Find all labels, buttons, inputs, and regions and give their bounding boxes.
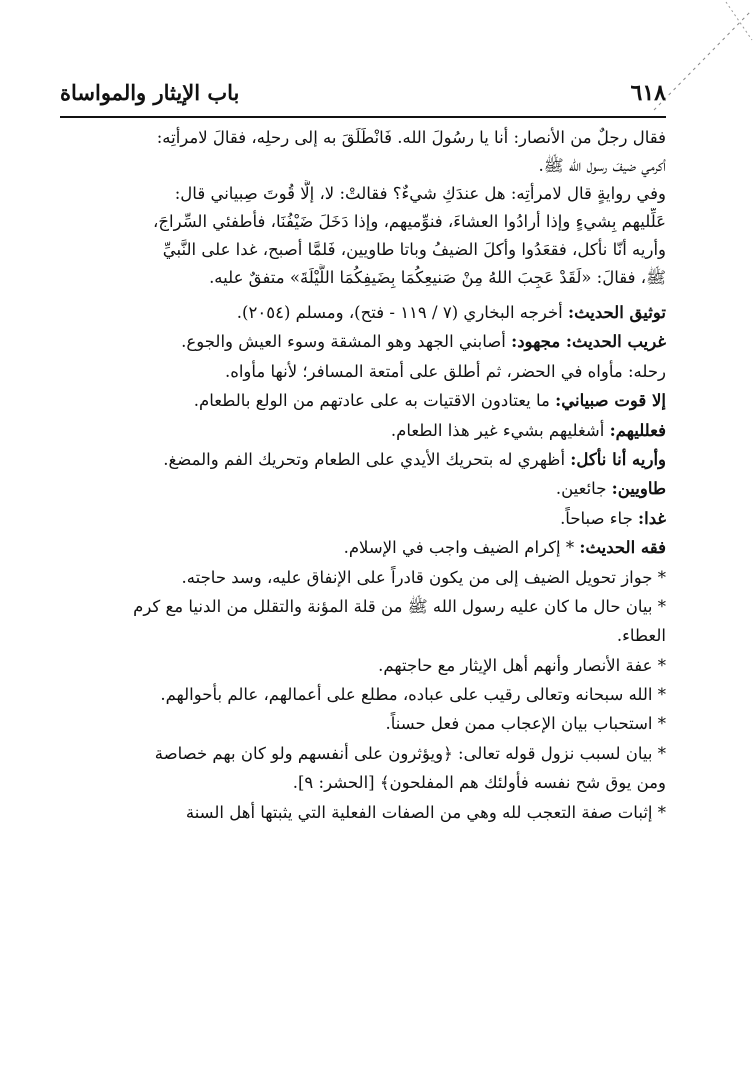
fiqh-point: * استحباب بيان الإعجاب ممن فعل حسناً. [385,714,666,734]
note-line [55,474,666,503]
note-text: جائعين. [555,479,612,499]
note-line [55,357,666,386]
note-line [55,416,666,445]
hadith-line: فقال رجلٌ من الأنصار: أنا يا رسُولَ الله. فَانْطَلَقَ به إلى رحلِه، فقالَ لامرأتِه: [156,128,666,147]
page-number: ٦١٨ [630,80,666,106]
hadith-notes [55,298,666,563]
note-text: أخرجه البخاري (٧ / ١١٩ - فتح)، ومسلم (٢٠٥٤). [236,303,568,322]
hadith-line: أكرمي ضيفَ رسول الله ﷺ. [538,156,666,175]
note-text: أظهري له بتحريك الأيدي على الطعام وتحريك الفم والمضغ. [163,449,571,469]
note-text: أشغليهم بشيء غير هذا الطعام. [390,420,610,440]
page-body [55,124,666,827]
fiqh-point-continuation: ومن يوق شح نفسه فأولئك هم المفلحون﴾ [الحشر: ٩]. [292,773,666,793]
fiqh-point: * بيان حال ما كان عليه رسول الله ﷺ من قلة المؤنة والتقلل من الدنيا مع كرم [133,596,666,616]
fiqh-point: * الله سبحانه وتعالى رقيب على عباده، مطلع على أعمالهم، عالم بأحوالهم. [160,685,666,705]
note-text: * إكرام الضيف واجب في الإسلام. [343,538,580,558]
note-label: وأريه أنا نأكل: [570,449,666,469]
note-text: أصابني الجهد وهو المشقة وسوء العيش والجوع. [181,332,512,352]
fiqh-points [55,563,666,828]
hadith-line: ﷺ، فقالَ: «لَقَدْ عَجِبَ اللهُ مِنْ صَنيعِكُمَا بِضَيفِكُمَا اللَّيْلَةَ» متفقٌ عليه. [209,268,666,287]
hadith-line: وأريه أنّا نأكل، فقعَدُوا وأكلَ الضيفُ وباتا طاويين، فَلمَّا أصبح، غدا على النَّبيِّ [162,240,666,259]
note-line [55,533,666,562]
note-label: فقه الحديث: [579,538,666,558]
note-line [55,327,666,356]
note-line [55,298,666,327]
note-line [55,386,666,415]
note-text: جاء صباحاً. [560,508,639,528]
hadith-line: وفي روايةٍ قال لامرأتِه: هل عندَكِ شيءٌ؟ فقالتْ: لا، إلَّا قُوتَ صِبياني قال: [174,184,666,203]
hadith-line: عَلِّليهم بِشيءٍ وإذا أرادُوا العشاءَ، فنوِّميهم، وإذا دَخَلَ ضَيْفُنَا، فأطفئي السِّراجَ، [153,212,666,231]
note-line [55,445,666,474]
note-text: ما يعتادون الاقتيات به على عادتهم من الولع بالطعام. [193,391,556,411]
note-label: غدا: [638,508,666,528]
note-label: إلا قوت صبياني: [555,391,666,411]
header-divider [60,116,666,118]
note-label: توثيق الحديث: [567,303,666,322]
page-header [60,78,666,108]
note-label: فعلليهم: [609,420,666,440]
note-label: طاويين: [611,479,666,499]
fiqh-point: * بيان لسبب نزول قوله تعالى: ﴿ويؤثرون على أنفسهم ولو كان بهم خصاصة [154,743,666,763]
note-text: رحله: مأواه في الحضر، ثم أطلق على أمتعة المسافر؛ لأنها مأواه. [224,361,666,381]
fiqh-point-continuation: العطاء. [616,626,666,646]
hadith-text [55,124,666,292]
chapter-title: باب الإيثار والمواساة [60,80,240,105]
fiqh-point: * إثبات صفة التعجب لله وهي من الصفات الفعلية التي يثبتها أهل السنة [185,802,666,822]
fiqh-point: * عفة الأنصار وأنهم أهل الإيثار مع حاجتهم. [378,655,666,675]
note-label: غريب الحديث: مجهود: [511,332,666,352]
fiqh-point: * جواز تحويل الضيف إلى من يكون قادراً على الإنفاق عليه، وسد حاجته. [181,567,666,587]
note-line [55,504,666,533]
